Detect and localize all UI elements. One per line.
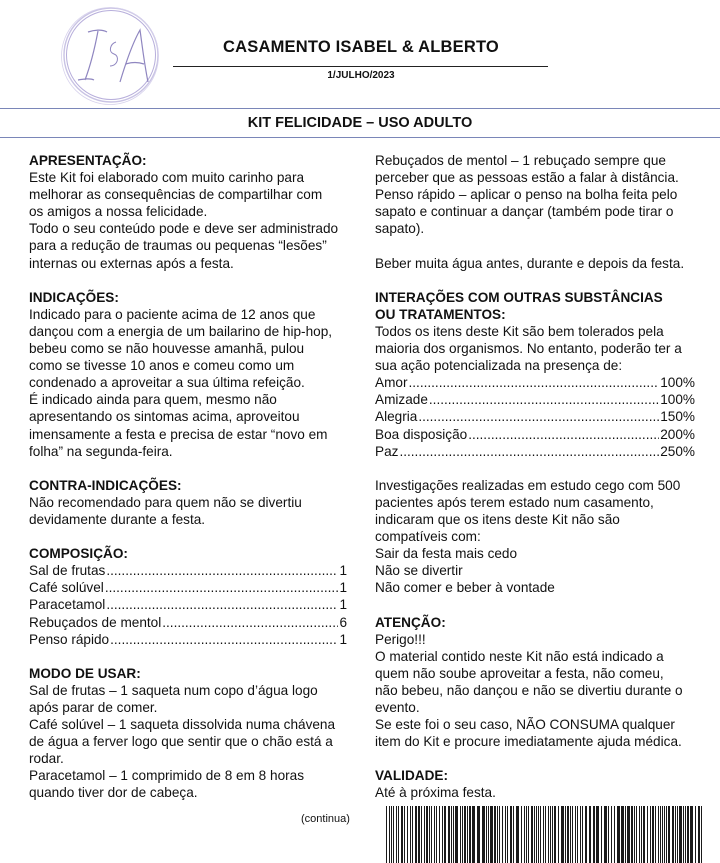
composition-item [29, 596, 347, 613]
barcode-bar [608, 806, 609, 863]
dot-leader [105, 579, 339, 596]
barcode-bar [585, 806, 587, 863]
barcode-bar [690, 806, 693, 863]
barcode-bar [513, 806, 514, 863]
barcode-bar [407, 806, 408, 863]
dot-leader [106, 562, 338, 579]
barcode-bar [431, 806, 432, 863]
barcode-bar [482, 806, 485, 863]
section-heading: COMPOSIÇÃO: [29, 546, 128, 562]
barcode-bar [567, 806, 569, 863]
section-agua [375, 255, 700, 272]
barcode-bar [499, 806, 500, 863]
barcode-bar [486, 806, 487, 863]
section-atencao [375, 614, 700, 751]
barcode-bar [451, 806, 452, 863]
barcode-bar [650, 806, 651, 863]
text-line: Todos os itens deste Kit são bem tolerados pela [375, 323, 664, 339]
barcode-bar [701, 806, 702, 863]
barcode-bar [536, 806, 537, 863]
text-line: Este Kit foi elaborado com muito carinho para [29, 170, 305, 186]
barcode-bar [565, 806, 566, 863]
text-line: Indicado para o paciente acima de 12 anos que [29, 306, 316, 322]
text-line: item do Kit e procure imediatamente ajuda médica. [375, 734, 682, 750]
text-line: sapato e continuar a dançar (também pode tirar o [375, 204, 674, 220]
text-line: quem não soube aproveitar a festa, não comeu, [375, 665, 664, 681]
barcode-bar [675, 806, 676, 863]
text-line: É indicado ainda para quem, mesmo não [29, 392, 277, 408]
barcode-bar [534, 806, 535, 863]
section-modo-de-usar-cont [375, 152, 700, 237]
barcode-bar [477, 806, 480, 863]
barcode-bar [490, 806, 493, 863]
barcode-bar [415, 806, 417, 863]
barcode-bar [639, 806, 640, 863]
barcode-bar [426, 806, 428, 863]
barcode-bar [601, 806, 602, 863]
barcode-bar [424, 806, 425, 863]
text-line: Não comer e beber à vontade [375, 580, 555, 596]
dot-leader [162, 614, 338, 631]
text-line: Não recomendado para quem não se divertiu [29, 494, 302, 510]
text-line: dançou com a energia de um bailarino de hip-hop, [29, 323, 333, 339]
interaction-item [375, 426, 695, 443]
barcode-bar [462, 806, 463, 863]
barcode-bar [398, 806, 399, 863]
text-line: Todo o seu conteúdo pode e deve ser administrado [29, 221, 339, 237]
text-line: para a redução de traumas ou pequenas “lesões” [29, 238, 327, 254]
text-line: imensamente a festa e precisa de estar “novo em [29, 426, 328, 442]
monogram-logo [58, 2, 164, 108]
barcode-bar [664, 806, 665, 863]
item-name: Boa disposição [375, 426, 468, 442]
barcode-bar [554, 806, 556, 863]
barcode-bar [393, 806, 394, 863]
section-heading: INTERAÇÕES COM OUTRAS SUBSTÂNCIAS [375, 289, 663, 305]
barcode-bar [582, 806, 583, 863]
barcode-bar [442, 806, 443, 863]
barcode-bar [695, 806, 696, 863]
barcode-bar [604, 806, 607, 863]
barcode-bar [455, 806, 458, 863]
interaction-item [375, 443, 695, 460]
barcode-bar [668, 806, 670, 863]
item-name: Alegria [375, 409, 418, 425]
text-line: condenado a aproveitar a sua última refeição. [29, 375, 305, 391]
wedding-date: 1/JULHO/2023 [327, 70, 395, 81]
barcode-bar [434, 806, 435, 863]
title-rule [173, 66, 548, 67]
barcode-bar [660, 806, 661, 863]
barcode-bar [558, 806, 559, 863]
interaction-item [375, 391, 695, 408]
section-modo-de-usar [29, 665, 354, 802]
text-line: folha” na segunda-feira. [29, 443, 173, 459]
item-name: Rebuçados de mentol [29, 614, 162, 630]
text-line: indicaram que os itens deste Kit não são [375, 511, 620, 527]
item-qty: 150% [660, 409, 695, 425]
item-name: Paz [375, 443, 399, 459]
barcode-bar [658, 806, 659, 863]
barcode-bar [641, 806, 642, 863]
item-name: Penso rápido [29, 631, 110, 647]
dot-leader [106, 596, 338, 613]
text-line: pacientes após terem estado num casamento, [375, 494, 654, 510]
section-heading: INDICAÇÕES: [29, 289, 119, 305]
text-line: perceber que as pessoas estão a falar à distância. [375, 170, 679, 186]
composition-item [29, 562, 347, 579]
item-name: Amor [375, 375, 408, 391]
barcode-bar [611, 806, 612, 863]
barcode-bar [386, 806, 387, 863]
barcode-bar [472, 806, 475, 863]
barcode-bar [666, 806, 667, 863]
barcode-bar [502, 806, 503, 863]
item-name: Paracetamol [29, 597, 106, 613]
item-qty: 200% [660, 426, 695, 442]
barcode-bar [548, 806, 549, 863]
item-name: Sal de frutas [29, 563, 106, 579]
kit-title-band [0, 108, 720, 138]
section-heading: OU TRATAMENTOS: [375, 306, 506, 322]
barcode-bar [396, 806, 397, 863]
barcode-bar [389, 806, 390, 863]
barcode-bar [488, 806, 489, 863]
barcode-bar [531, 806, 533, 863]
text-line: Até à próxima festa. [375, 785, 496, 801]
section-heading: VALIDADE: [375, 768, 448, 784]
barcode-bar [516, 806, 519, 863]
barcode-bar [679, 806, 682, 863]
barcode-bar [507, 806, 508, 863]
item-qty: 1 [339, 580, 347, 596]
text-line: melhorar as consequências de compartilhar com [29, 187, 323, 203]
barcode-bar [596, 806, 599, 863]
barcode-bar [625, 806, 626, 863]
text-line: Perigo!!! [375, 631, 426, 647]
item-qty: 6 [339, 614, 347, 630]
continua-note: (continua) [301, 813, 350, 825]
text-line: como se tivesse 10 anos e comeu como um [29, 358, 295, 374]
section-apresentacao [29, 152, 354, 272]
barcode-bar [589, 806, 591, 863]
barcode-bar [448, 806, 450, 863]
barcode-bar [570, 806, 571, 863]
barcode-bar [550, 806, 551, 863]
barcode-bar [538, 806, 539, 863]
text-line: Não se divertir [375, 563, 463, 579]
interaction-item [375, 408, 695, 425]
barcode-bar [510, 806, 512, 863]
barcode-bar [655, 806, 656, 863]
text-line: quando tiver dor de cabeça. [29, 785, 198, 801]
barcode-bar [436, 806, 437, 863]
barcode-bar [575, 806, 576, 863]
text-line: sua ação potencializada na presença de: [375, 358, 623, 374]
text-line: Beber muita água antes, durante e depois da festa. [375, 255, 685, 271]
text-line: internas ou externas após a festa. [29, 255, 234, 271]
dot-leader [399, 443, 659, 460]
barcode-bar [391, 806, 392, 863]
dot-leader [110, 631, 338, 648]
barcode-bar [421, 806, 422, 863]
barcode-bar [439, 806, 440, 863]
section-contra-indicacoes [29, 477, 354, 528]
barcode-bar [540, 806, 541, 863]
barcode-bar [614, 806, 615, 863]
text-line: Sal de frutas – 1 saqueta num copo d’água logo [29, 682, 318, 698]
barcode-bar [429, 806, 430, 863]
interaction-item [375, 374, 695, 391]
barcode-bar [572, 806, 573, 863]
text-line: Investigações realizadas em estudo cego com 500 [375, 477, 681, 493]
barcode-bar [453, 806, 454, 863]
text-line: não bebeu, não dançou e não se divertiu durante o [375, 682, 683, 698]
barcode-bar [662, 806, 663, 863]
barcode-bar [672, 806, 674, 863]
item-name: Amizade [375, 392, 428, 408]
text-line: rodar. [29, 751, 64, 767]
barcode-bar [543, 806, 544, 863]
barcode-bar [410, 806, 411, 863]
barcode-bar [634, 806, 635, 863]
barcode-bar [636, 806, 637, 863]
barcode-bar [469, 806, 471, 863]
text-line: os amigos a nossa felicidade. [29, 204, 208, 220]
text-line: Café solúvel – 1 saqueta dissolvida numa chávena [29, 717, 336, 733]
barcode-bar [627, 806, 630, 863]
dot-leader [468, 426, 659, 443]
barcode-bar [404, 806, 405, 863]
composition-item [29, 614, 347, 631]
barcode-bar [677, 806, 678, 863]
text-line: devidamente durante a festa. [29, 511, 206, 527]
barcode-bar [401, 806, 403, 863]
item-qty: 1 [339, 631, 347, 647]
barcode [384, 806, 704, 863]
text-line: após parar de comer. [29, 700, 158, 715]
barcode-bar [418, 806, 420, 863]
item-qty: 100% [660, 392, 695, 408]
barcode-bar [698, 806, 700, 863]
section-composicao [29, 545, 354, 648]
text-line: evento. [375, 700, 420, 715]
text-line: Paracetamol – 1 comprimido de 8 em 8 horas [29, 768, 305, 784]
item-qty: 250% [660, 443, 695, 459]
barcode-bar [460, 806, 461, 863]
barcode-bar [617, 806, 620, 863]
text-line: Se este foi o seu caso, NÃO CONSUMA qualquer [375, 717, 675, 733]
composition-item [29, 631, 347, 648]
text-line: maioria dos organismos. No entanto, poderão ter a [375, 341, 682, 357]
item-qty: 1 [339, 563, 347, 579]
left-column [29, 152, 354, 819]
barcode-bar [521, 806, 522, 863]
barcode-bar [524, 806, 525, 863]
barcode-bar [412, 806, 413, 863]
text-line: Sair da festa mais cedo [375, 546, 518, 562]
barcode-bar [580, 806, 581, 863]
barcode-bar [464, 806, 466, 863]
text-line: Rebuçados de mentol – 1 rebuçado sempre que [375, 153, 666, 168]
dot-leader [429, 391, 659, 408]
wedding-title: CASAMENTO ISABEL & ALBERTO [223, 38, 499, 56]
text-line: de água a ferver logo que sentir que o chão está a [29, 734, 333, 750]
kit-title: KIT FELICIDADE – USO ADULTO [247, 115, 473, 131]
barcode-bar [526, 806, 527, 863]
barcode-bar [685, 806, 686, 863]
text-line: sapato). [375, 221, 425, 237]
barcode-bar [545, 806, 546, 863]
text-line: Penso rápido – aplicar o penso na bolha feita pelo [375, 187, 678, 203]
right-column [375, 152, 700, 819]
composition-item [29, 579, 347, 596]
barcode-bar [497, 806, 498, 863]
text-line: apresentando os sintomas acima, aproveitou [29, 409, 300, 425]
header [0, 0, 720, 108]
item-name: Café solúvel [29, 580, 104, 596]
barcode-bar [687, 806, 689, 863]
item-qty: 100% [660, 375, 695, 391]
barcode-bar [552, 806, 553, 863]
section-heading: MODO DE USAR: [29, 665, 141, 681]
section-indicacoes [29, 289, 354, 460]
barcode-bar [505, 806, 506, 863]
barcode-bar [467, 806, 468, 863]
item-qty: 1 [339, 597, 347, 613]
barcode-bar [494, 806, 496, 863]
barcode-bar [528, 806, 529, 863]
barcode-bar [643, 806, 645, 863]
dot-leader [408, 374, 659, 391]
section-heading: ATENÇÃO: [375, 614, 446, 630]
dot-leader [418, 408, 659, 425]
barcode-bar [647, 806, 648, 863]
text-line: compatíveis com: [375, 529, 481, 545]
text-line: bebeu como se não houvesse amanhã, pulou [29, 341, 305, 357]
section-heading: CONTRA-INDICAÇÕES: [29, 477, 182, 493]
section-interacoes [375, 289, 700, 460]
text-line: O material contido neste Kit não está indicado a [375, 648, 664, 664]
barcode-bar [683, 806, 684, 863]
barcode-bar [593, 806, 595, 863]
barcode-bar [444, 806, 446, 863]
barcode-bar [652, 806, 654, 863]
section-investigacoes [375, 477, 700, 597]
barcode-bar [631, 806, 633, 863]
section-heading: APRESENTAÇÃO: [29, 153, 147, 168]
barcode-bar [621, 806, 624, 863]
barcode-bar [561, 806, 564, 863]
barcode-bar [577, 806, 578, 863]
section-validade [375, 767, 700, 801]
